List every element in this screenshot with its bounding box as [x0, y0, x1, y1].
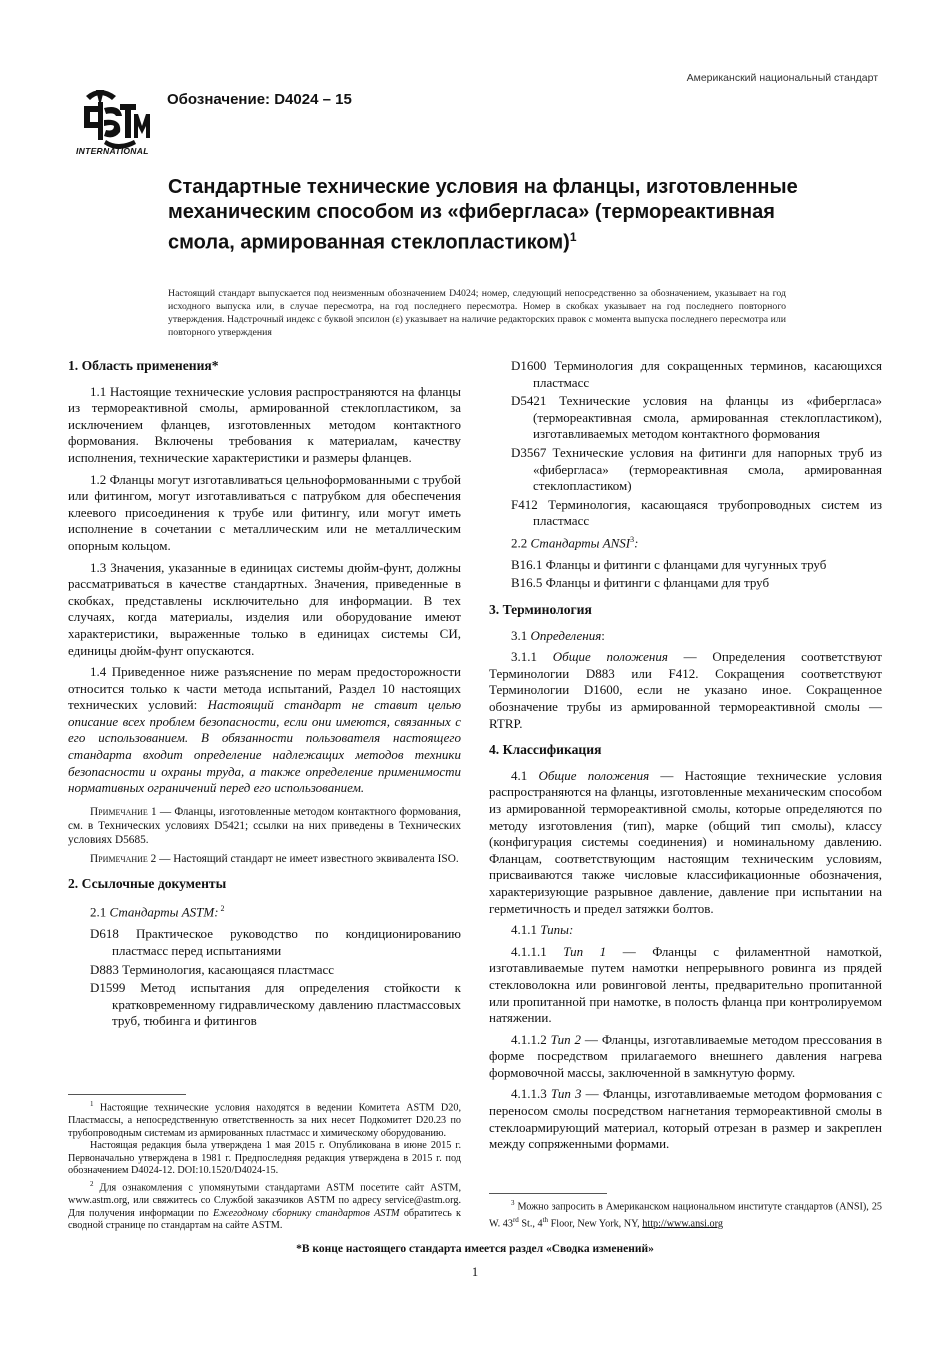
page-number: 1 [471, 1265, 479, 1279]
footnote-3-sup-a: rd [512, 1215, 519, 1224]
type-1-number: 4.1.1.1 [511, 943, 564, 959]
paragraph-2-2-number: 2.2 [511, 535, 531, 551]
left-column [68, 358, 461, 1032]
reference-f412: F412 Терминология, касающаяся трубопроводных систем из пластмасс [511, 496, 882, 529]
paragraph-type-3 [489, 1086, 882, 1152]
reference-d1599: D1599 Метод испытания для определения стойкости к кратковременному гидравлическому давлению пластмассовых труб, тюбинга и фитингов [90, 980, 461, 1029]
type-3-text: — Фланцы, изготавливаемые методом формования с переносом смолы посредством нагнетания термореактивной смолы в стеклоармирующий материал, который отрезан в размер и закреплен между сопряженными формами. [489, 1086, 883, 1152]
paragraph-4-1-1-number: 4.1.1 [511, 922, 541, 938]
general-label-3: Общие положения [552, 649, 668, 665]
footnote-2-book: Ежегодному сборнику стандартов ASTM [213, 1207, 400, 1219]
title-footnote-mark: 1 [569, 230, 577, 244]
ansi-colon: : [634, 535, 639, 551]
footnote-3 [489, 1197, 882, 1231]
footnote-2-mark: 2 [218, 904, 225, 914]
footnote-2-text: Для ознакомления с упомянутыми стандартами ASTM посетите сайт ASTM, www.astm.org, или свяжитесь со Службой заказчиков ASTM по адресу service@astm.org. Для получения информации по [68, 1182, 462, 1219]
paragraph-3-1-1-text: — Определения соответствуют Терминологии D883 или F412. Сокращения соответствуют Терминологии D1600, если не указано иное. Сокращенное обозначение трубы из армированной термореактивной смолы — RTRP. [489, 649, 882, 731]
note-2-label: Примечание 2 [90, 852, 157, 865]
footnote-3-text-c: Floor, New York, NY, [548, 1218, 643, 1230]
section-heading-scope: 1. Область применения* [68, 358, 219, 373]
issuance-note: Настоящий стандарт выпускается под неизменным обозначением D4024; номер, следующий непосредственно за обозначением, указывает на год исходного выпуска или, в случае пересмотра, на год последнего пересмотра. Номер в скобках указывает на год последнего повторного утверждения. Надстрочный индекс с буквой эпсилон (ε) указывает на наличие редакторских правок с момента выпуска последнего пересмотра или повторного утверждения [168, 288, 786, 338]
reference-d883: D883 Терминология, касающаяся пластмасс [90, 961, 335, 977]
footnotes-right [489, 1197, 882, 1231]
paragraph-4-1 [489, 768, 882, 917]
type-2-label: Тип 2 [550, 1031, 581, 1047]
section-heading-classification: 4. Классификация [489, 742, 602, 758]
footnote-1-text: Настоящие технические условия находятся в ведении Комитета ASTM D20, Пластмассы, а непосредственную ответственность за них несет Подкомитет D20.23 по трубопроводным системам из армированных пластмасс и химическому оборудованию. [68, 1102, 461, 1139]
reference-d618: D618 Практическое руководство по кондиционированию пластмасс перед испытаниями [90, 926, 461, 958]
footnote-3-text-a: Можно запросить в Американском национальном институте стандартов (ANSI), 25 W. 43 [489, 1201, 883, 1230]
paragraph-1-4 [68, 664, 461, 797]
note-2 [68, 852, 461, 866]
footnote-3-text-b: St., 4 [518, 1218, 543, 1230]
ansi-standards-label: Стандарты ANSI [530, 535, 631, 551]
astm-standards-label: Стандарты ASTM: [109, 904, 219, 920]
document-category: Американский национальный стандарт [686, 72, 878, 84]
right-column [489, 358, 882, 1158]
type-1-text: — Фланцы с филаментной намоткой, изготавливаемые путем намотки непрерывного ровинга из прядей стекловолокна или ровинговой ленты, предварительно пропитанной или пропитанной при намотке, в полость фланца при контролируемом натяжении. [489, 943, 883, 1026]
footnote-rule-left [68, 1094, 186, 1095]
reference-d1600: D1600 Терминология для сокращенных терминов, касающихся пластмасс [511, 358, 882, 390]
paragraph-1-1: 1.1 Настоящие технические условия распространяются на фланцы из термореактивной смолы, армированной стеклопластиком, за исключением фланцев, изготовленных методом контактного формования. Включены требования к материалам, качеству исполнения, технические характеристики и размеры фланцев. [68, 383, 461, 465]
summary-of-changes-note: *В конце настоящего стандарта имеется раздел «Сводка изменений» [296, 1243, 654, 1255]
footnote-1-mark: 1 [90, 1100, 94, 1108]
designation: Обозначение: D4024 – 15 [167, 91, 352, 108]
paragraph-3-1-1-number: 3.1.1 [511, 649, 553, 665]
footnote-3-sup-b: th [542, 1215, 549, 1224]
footnote-3-mark-bottom: 3 [511, 1199, 515, 1207]
document-title [168, 175, 808, 256]
paragraph-1-4-text: 1.4 Приведенное ниже разъяснение по мерам предосторожности относится только к части метода испытаний, Раздел 10 настоящих технических условий: [68, 664, 461, 713]
footnote-2-mark-bottom: 2 [90, 1179, 94, 1188]
ansi-link[interactable]: http://www.ansi.org [642, 1218, 723, 1230]
general-label-4: Общие положения [538, 767, 650, 783]
section-heading-references: 2. Ссылочные документы [68, 875, 227, 891]
note-1-text: — Фланцы, изготовленные методом контактного формования, см. в Технических условиях D5421; ссылки на них приведены в Технических условиях D5685. [68, 805, 461, 846]
types-label: Типы: [540, 922, 574, 938]
reference-d5421: D5421 Технические условия на фланцы из «фибергласа» (термореактивная смола, армированная стеклопластиком), изготавливаемых методом контактного формования [511, 393, 882, 442]
astm-logo [76, 86, 156, 158]
type-3-number: 4.1.1.3 [511, 1086, 551, 1102]
paragraph-type-2 [489, 1032, 882, 1082]
paragraph-type-1 [489, 944, 882, 1027]
footnote-2 [68, 1178, 461, 1233]
paragraph-1-3: 1.3 Значения, указанные в единицах системы дюйм-фунт, должны рассматриваться в качестве стандартных. Значения, приведенные в скобках, представлены исключительно для информации. В тех случаях, когда материалы, изделия или оборудование имеют характеристики, выраженные только в единицах системы СИ, единицы дюйм-фунт опускаются. [68, 559, 461, 658]
note-2-text: — Настоящий стандарт не имеет известного эквивалента ISO. [156, 852, 459, 865]
reference-b16-1: B16.1 Фланцы и фитинги с фланцами для чугунных труб [511, 556, 827, 572]
note-1 [68, 805, 461, 847]
title-text: Стандартные технические условия на фланцы, изготовленные механическим способом из «фибергласа» (термореактивная смола, армированная стеклопластиком) [168, 176, 798, 254]
definitions-label: Определения [530, 627, 602, 643]
footnote-2-end: обратитесь к сводной странице по стандартам на сайте ASTM. [68, 1207, 461, 1232]
paragraph-4-1-text: — Настоящие технические условия распространяются на фланцы, изготовленные механическим способом из армированной термореактивной смолы, которые определяются по методу изготовления (тип), марке (общий тип смолы), классу (конфигурация системы соединения) и номинальному давлению. Фланцам, соответствующим настоящим техническим условиям, присваиваются также числовые классификационные обозначения, характеризующие разрывное давление, давление при испытании на герметичность и предел затяжки болтов. [489, 767, 882, 916]
paragraph-3-1-number: 3.1 [511, 627, 531, 643]
type-1-label: Тип 1 [563, 943, 607, 959]
footnote-1-edition: Настоящая редакция была утверждена 1 мая 2015 г. Опубликована в июне 2015 г. Первоначально утверждена в 1981 г. Предпоследняя редакция утверждена в 2015 г. под обозначением D4024-12. DOI:10.1520/D4024-15. [68, 1140, 461, 1177]
footnote-rule-right [489, 1193, 607, 1194]
footnote-1 [68, 1098, 461, 1140]
reference-b16-5: B16.5 Фланцы и фитинги с фланцами для труб [511, 575, 770, 591]
logo-wordmark: INTERNATIONAL [76, 146, 149, 156]
type-3-label: Тип 3 [550, 1086, 582, 1102]
paragraph-4-1-number: 4.1 [511, 767, 539, 783]
paragraph-3-1-colon: : [601, 627, 605, 643]
safety-statement: Настоящий стандарт не ставит целью описание всех проблем безопасности, если они имеются, связанных с его использованием. В обязанности пользователя настоящего стандарта входит определение надлежащих методов техники безопасности и охраны труда, а также определение применимости нормативных ограничений перед его использованием. [68, 697, 461, 796]
paragraph-3-1 [489, 628, 882, 645]
reference-d3567: D3567 Технические условия на фитинги для напорных труб из «фибергласа» (термореактивная смола, армированная стеклопластиком) [511, 444, 882, 494]
footnote-3-mark: 3 [630, 534, 635, 544]
paragraph-1-2: 1.2 Фланцы могут изготавливаться цельноформованными с трубой или фитингом, могут изготавливаться с патрубком для обеспечения клеевого присоединения к трубе или фитингу, или могут иметь исполнение в сочетании с металлическим или не металлическим опорным кольцом. [68, 471, 461, 553]
paragraph-2-1 [68, 901, 461, 921]
section-heading-terminology: 3. Терминология [489, 602, 592, 618]
note-1-label: Примечание 1 [90, 805, 157, 818]
type-2-text: — Фланцы, изготавливаемые методом прессования в форме посредством прилагаемого внешнего давления нагрева формовочной массы, заключенной в замкнутую форму. [489, 1031, 883, 1080]
footnotes-left [68, 1098, 461, 1233]
type-2-number: 4.1.1.2 [511, 1031, 551, 1047]
paragraph-4-1-1 [489, 922, 882, 939]
paragraph-3-1-1 [489, 649, 882, 732]
paragraph-2-2 [489, 532, 882, 552]
paragraph-2-1-number: 2.1 [90, 904, 110, 920]
